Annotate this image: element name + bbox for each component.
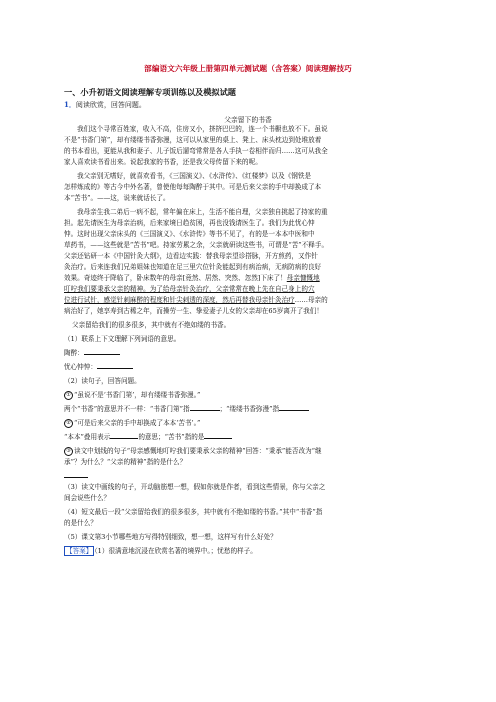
- page-title: 部编语文六年级上册第四单元测试题（含答案）阅读理解技巧: [144, 64, 352, 73]
- question-text: 的意思；“苦书”指的是: [138, 433, 205, 441]
- paragraph-2-line-3: 本“苦书”。——这，说来就话长了。: [64, 194, 170, 202]
- circled-number-3: ③: [64, 447, 73, 456]
- section-heading: 一、小升初语文阅读理解专项训练以及模拟试题: [64, 87, 236, 97]
- paragraph-2-line-2: 怎样炼成的》等古今中外名著，曾使他每每陶醉于其中。可是后来父亲的手中却换成了本: [64, 183, 322, 191]
- answer-blank[interactable]: [204, 432, 232, 439]
- question-1-4-line-2: 的是什么？: [64, 519, 97, 527]
- sentence-1: [64, 390, 436, 401]
- paragraph-1-line-3: 的书本看出，更能从我和妻子、儿子饭后遛弯常常是各人手执一卷相伴而归……这可从我全: [64, 147, 328, 155]
- circled-number-1: ①: [64, 391, 73, 400]
- paragraph-3-line-3: 忡。这时出现父亲床头的《三国演义》、《水浒传》等书不见了，有的是一本本中医和中: [64, 230, 315, 238]
- word-label: 忧心忡忡：: [64, 363, 97, 371]
- question-1-4-line-1: （4）短文最后一段“父亲留给我们的很多很多，其中就有不绝如缕的书香。”其中“书香”指: [64, 508, 323, 516]
- question-number: 1．: [64, 100, 76, 109]
- word-1: [64, 348, 436, 359]
- underlined-sentence: 叮咛我们要秉承父亲的精神。为了给母亲针灸治疗，父亲常常在晚上先在自己身上的穴: [64, 285, 315, 293]
- sentence-2: [64, 418, 436, 429]
- passage-title: 父亲留下的书香: [224, 116, 272, 124]
- word-label: 陶醉：: [64, 349, 84, 357]
- answer-blank[interactable]: [110, 432, 138, 439]
- paragraph-3-line-4: 草药书，——这些就是“苦书”吧。持家劳累之余，父亲就研读这些书，可谓是“苦”不释手。: [64, 241, 329, 249]
- sentence-text: “虽说不是‘书香门第’，却有缕缕书香弥漫。”: [74, 391, 201, 399]
- question-1-2: （2）读句子，回答问题。: [64, 377, 141, 385]
- paragraph-3-line-9: [64, 295, 436, 306]
- circled-number-2: ②: [64, 419, 73, 428]
- question-prompt: 阅读欣赏，回答问题。: [75, 101, 146, 109]
- answer-blank[interactable]: [190, 404, 220, 411]
- paragraph-3-line-1: 我母亲生我二弟后一病不起，常年偏在床上，生活不能自理，父亲独自挑起了持家的重: [77, 208, 328, 216]
- sentence-3-line-2: 承”？为什么？“父亲的精神”指的是什么？: [64, 458, 187, 466]
- paragraph-1-line-2: 不是“书香门第”，却有缕缕书香弥漫，这可以从家里的桌上、凳上、床头枕边到处堆放着: [64, 136, 322, 144]
- question-1-1: （1）联系上下文理解下列词语的意思。: [64, 335, 181, 343]
- sentence-3-line-1: [64, 446, 436, 457]
- answer-blank[interactable]: [279, 404, 309, 411]
- question-text: “本本”叠用表示: [64, 433, 111, 441]
- question-1-5: （5）课文第3小节哪些地方写得特别细致，想一想，这样写有什么好处？: [64, 533, 277, 541]
- answer-text: （1）很满意地沉浸在欣赏名著的境界中。；忧愁的样子。: [94, 547, 257, 555]
- paragraph-1-line-1: 我们这个寻常百姓家，收入不高，住房又小，挤挤巴巴的，连一个书橱也放不下。虽说: [77, 125, 328, 133]
- word-2: [64, 362, 436, 373]
- answer-line: [64, 477, 88, 478]
- paragraph-3-line-5: 父亲还钻研一本《中国针灸大纲》，边看边实践：替我母亲望诊搭脉，开方煎药，又作针: [64, 252, 318, 260]
- paragraph-3-line-8: [64, 284, 436, 295]
- paragraph-2-line-1: 我父亲别无嗜好，就喜欢看书，《三国演义》、《水浒传》、《红楼梦》以及《钢铁是: [77, 172, 312, 180]
- question-1-3-line-2: 间会说些什么？: [64, 494, 111, 502]
- sentence-text: “可是后来父亲的手中却换成了本本‘苦书’。”: [74, 419, 201, 427]
- sentence-1-question: [64, 404, 436, 415]
- line-text: 效果。奇迹终于降临了，卧床数年的母亲[竟然、居然、突然、忽然]下床了！: [64, 274, 287, 282]
- question-text: 两个“书香”的意思并不一样：“书香门第”指: [64, 405, 190, 413]
- underlined-sentence: 母亲慷慨地: [286, 274, 320, 282]
- underlined-sentence: 位进行试针，感觉针刺麻醉的程度和针尖刺透的深度，然后再替我母亲针灸治疗: [64, 296, 295, 304]
- paragraph-4: 父亲留给我们的很多很多，其中就有不绝如缕的书香。: [72, 321, 231, 329]
- answer-line-1: [64, 546, 436, 557]
- answer-tag: 【答案】: [66, 547, 93, 555]
- question-text: ；“缕缕书香弥漫”指: [219, 405, 280, 413]
- answer-blank[interactable]: [84, 348, 120, 355]
- question-1-heading: [64, 100, 146, 110]
- paragraph-3-line-6: 灸治疗。后来连我们兄弟姐妹也知道在足三里穴位针灸能起到有病治病，无病防病的良好: [64, 263, 322, 271]
- paragraph-3-line-10: 病治好了，她享寿到古稀之年，而操劳一生、挚爱妻子儿女的父亲却在65岁离开了我们！: [64, 307, 323, 315]
- answer-blank[interactable]: [97, 362, 133, 369]
- sentence-text: 读文中划线的句子“母亲感慨地叮咛我们要秉承父亲的精神”回答：“秉承”能否改为“继: [74, 447, 322, 455]
- sentence-2-question: [64, 432, 436, 443]
- question-1-3-line-1: （3）读文中画线的句子，开动脑筋想一想，假如你就是作者，看到这些情景，你与父亲之: [64, 483, 326, 491]
- paragraph-3-line-2: 担。起先请医生为母亲治病，后来家境日趋贫困，再也没钱请医生了。我们为此忧心忡: [64, 219, 315, 227]
- line-text: ……母亲的: [294, 296, 328, 304]
- paragraph-3-line-7: [64, 273, 436, 284]
- paragraph-1-line-4: 家人喜欢读书看出来。说起我家的书香，还是我父母传留下来的呢。: [64, 158, 262, 166]
